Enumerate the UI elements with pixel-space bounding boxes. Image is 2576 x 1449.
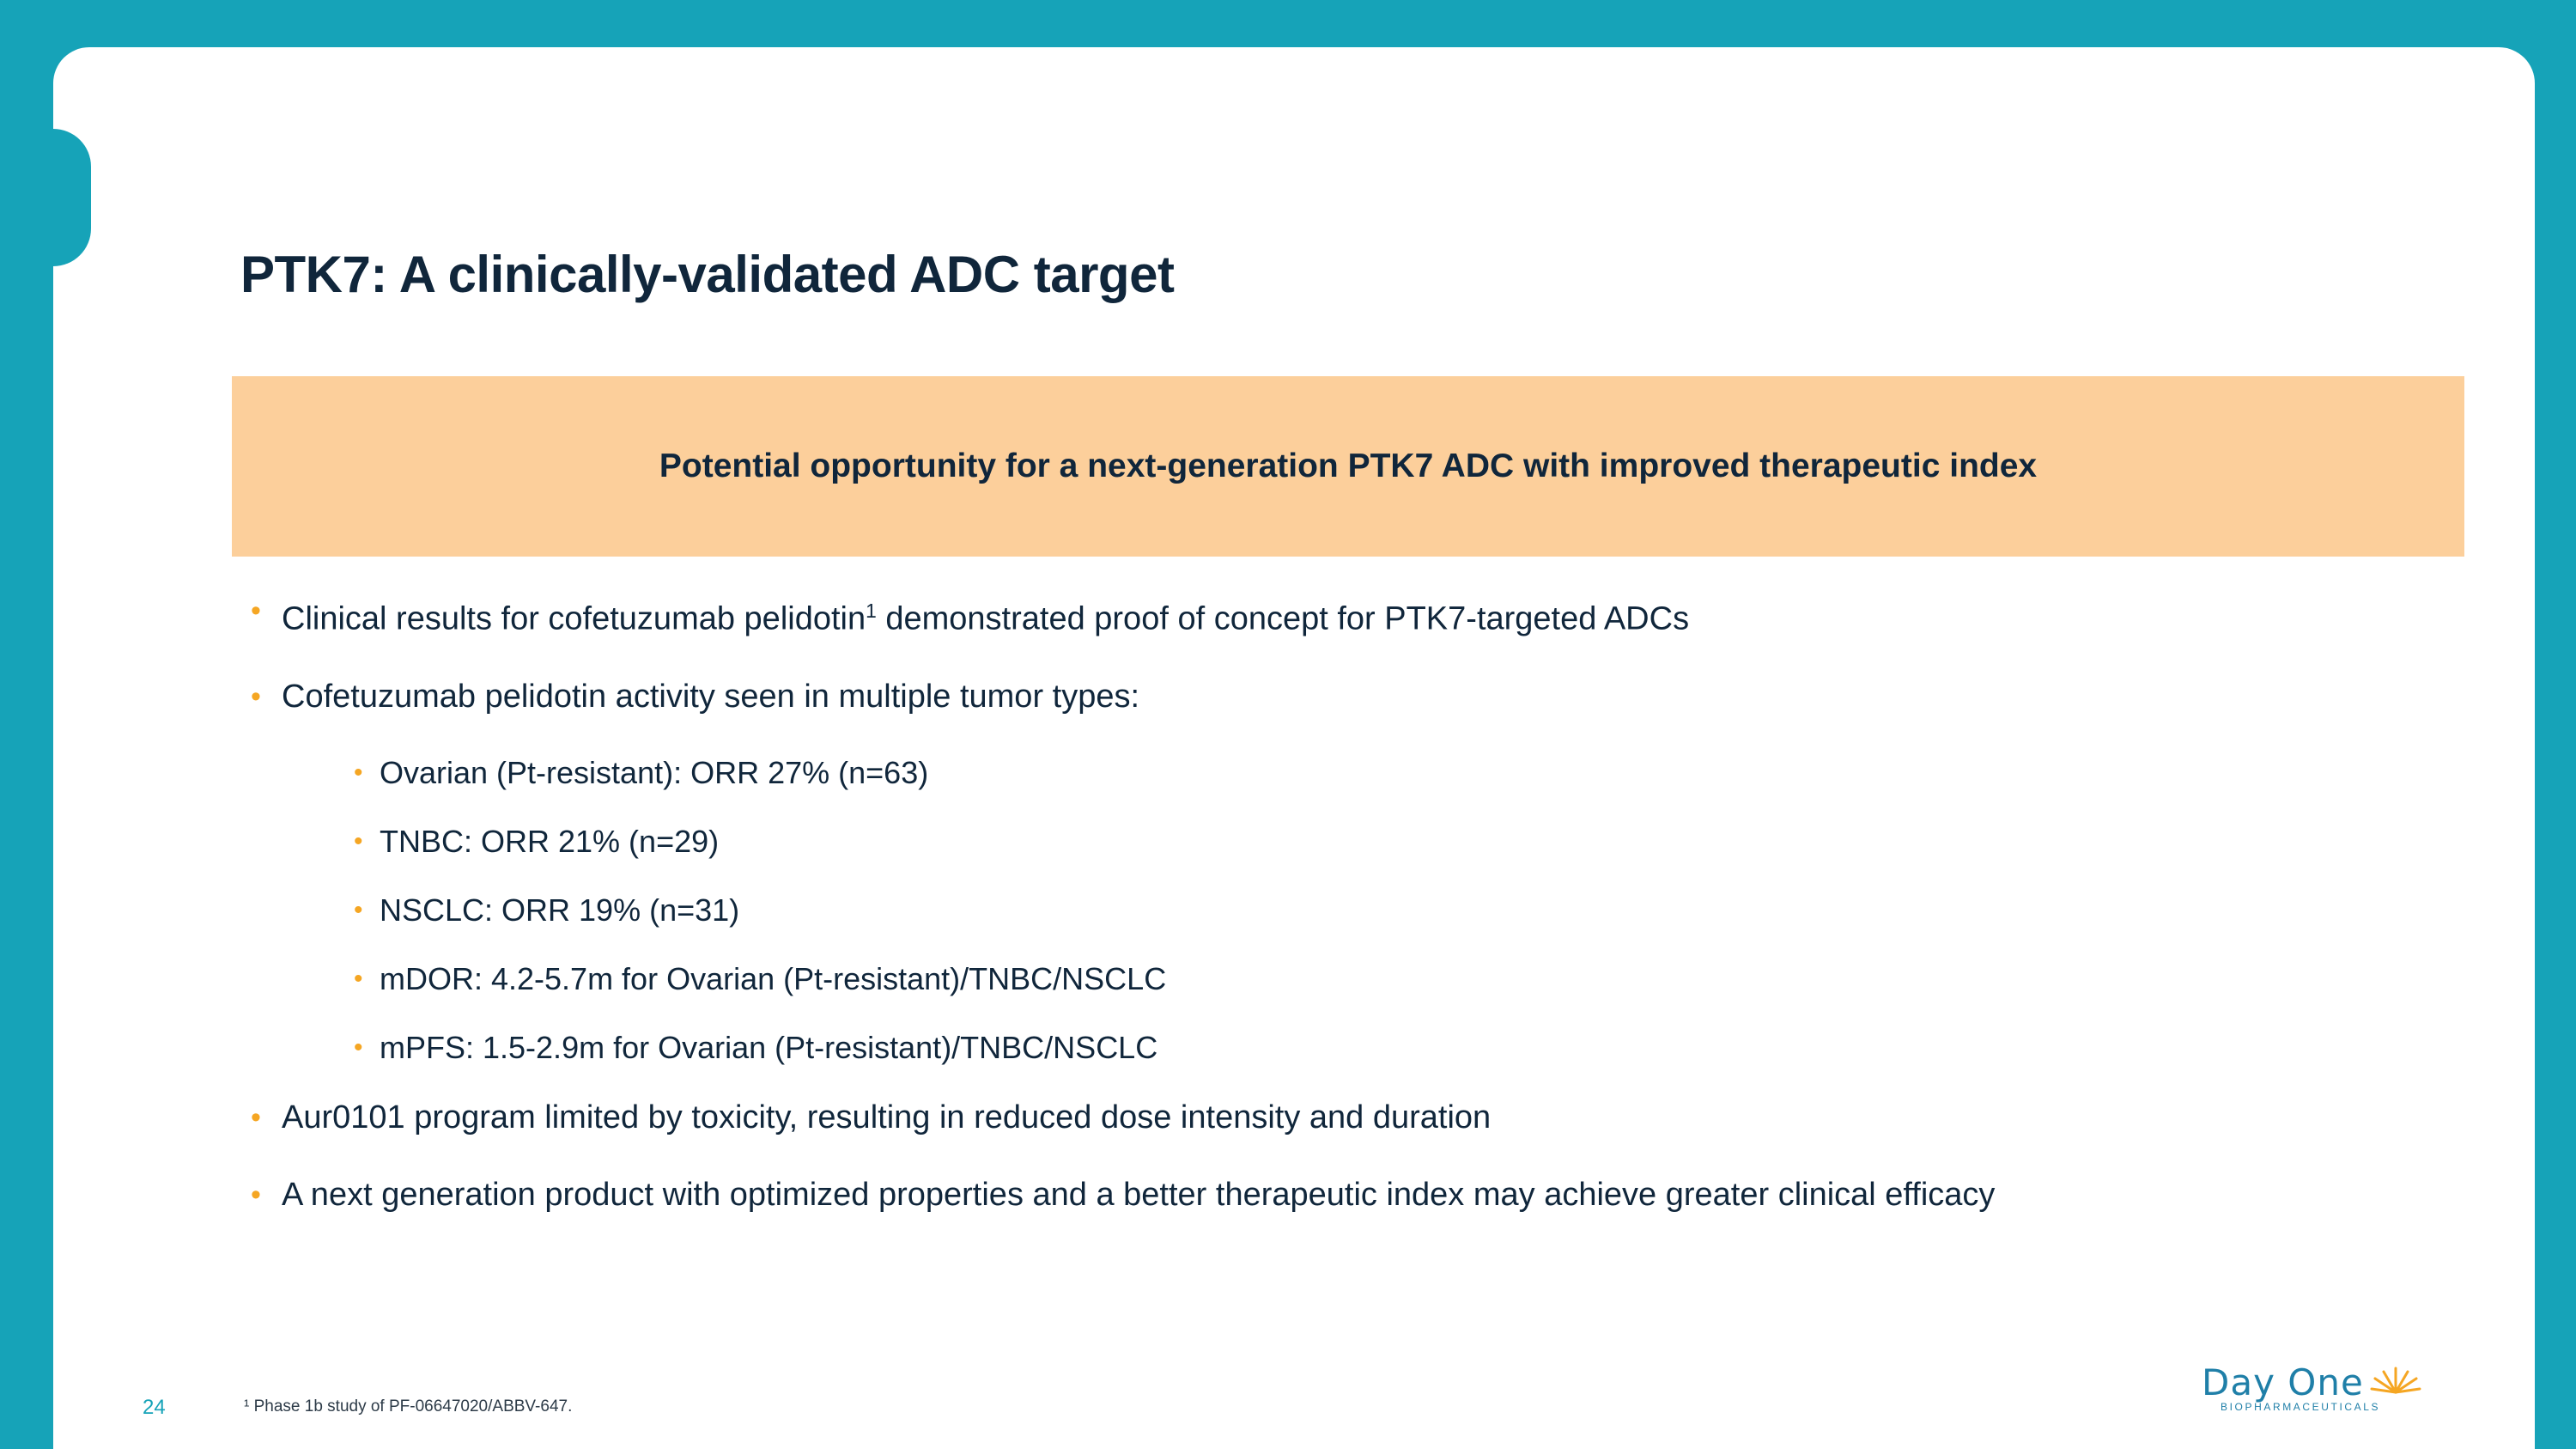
footnote-marker: 1 bbox=[866, 600, 877, 622]
list-item bbox=[232, 1095, 2482, 1140]
bullet-dot-icon: • bbox=[251, 1100, 261, 1134]
list-item-text-a: Clinical results for cofetuzumab pelidotin bbox=[282, 600, 866, 637]
list-item-label: mDOR: 4.2-5.7m for Ovarian (Pt-resistant)/TNBC/NSCLC bbox=[380, 960, 1167, 996]
list-item-label: Ovarian (Pt-resistant): ORR 27% (n=63) bbox=[380, 754, 929, 790]
decorative-notch bbox=[53, 129, 91, 266]
list-item-label: mPFS: 1.5-2.9m for Ovarian (Pt-resistant)/TNBC/NSCLC bbox=[380, 1029, 1158, 1065]
sunburst-icon bbox=[2370, 1349, 2423, 1397]
list-item-label: TNBC: ORR 21% (n=29) bbox=[380, 823, 720, 859]
list-item-text-b: demonstrated proof of concept for PTK7-targeted ADCs bbox=[876, 600, 1690, 637]
list-item-label: A next generation product with optimized properties and a better therapeutic index may achieve greater clinical efficacy bbox=[282, 1176, 1996, 1213]
logo-tagline: BIOPHARMACEUTICALS bbox=[2221, 1401, 2381, 1413]
list-item-label: Aur0101 program limited by toxicity, resulting in reduced dose intensity and duration bbox=[282, 1099, 1492, 1135]
bullet-dot-icon: • bbox=[354, 1032, 363, 1062]
list-item bbox=[333, 1026, 2482, 1069]
slide-card bbox=[53, 47, 2535, 1449]
bullet-dot-icon: • bbox=[251, 679, 261, 713]
page-title: PTK7: A clinically-validated ADC target bbox=[240, 246, 1175, 304]
list-item bbox=[333, 820, 2482, 863]
list-item bbox=[232, 674, 2482, 719]
bullet-dot-icon: • bbox=[354, 964, 363, 993]
list-item bbox=[333, 752, 2482, 795]
bullet-dot-icon: • bbox=[251, 594, 261, 627]
bullet-dot-icon: • bbox=[354, 758, 363, 787]
list-item bbox=[333, 889, 2482, 932]
list-item-label: Cofetuzumab pelidotin activity seen in multiple tumor types: bbox=[282, 678, 1140, 715]
list-item-label: NSCLC: ORR 19% (n=31) bbox=[380, 892, 740, 928]
sub-bullet-list bbox=[333, 752, 2482, 1069]
bullet-dot-icon: • bbox=[354, 895, 363, 924]
logo-wordmark: Day One bbox=[2202, 1361, 2364, 1403]
list-item bbox=[232, 1172, 2482, 1217]
highlight-banner bbox=[232, 376, 2464, 557]
footnote: ¹ Phase 1b study of PF-06647020/ABBV-647. bbox=[244, 1397, 573, 1416]
company-logo bbox=[2202, 1344, 2425, 1423]
bullet-dot-icon: • bbox=[354, 826, 363, 855]
list-item-label bbox=[282, 588, 1689, 642]
page-number: 24 bbox=[143, 1396, 166, 1419]
list-item bbox=[232, 588, 2482, 642]
bullet-dot-icon: • bbox=[251, 1178, 261, 1211]
list-item bbox=[333, 958, 2482, 1001]
highlight-banner-text: Potential opportunity for a next-generation PTK7 ADC with improved therapeutic index bbox=[659, 447, 2038, 484]
bullet-list bbox=[232, 588, 2482, 1250]
